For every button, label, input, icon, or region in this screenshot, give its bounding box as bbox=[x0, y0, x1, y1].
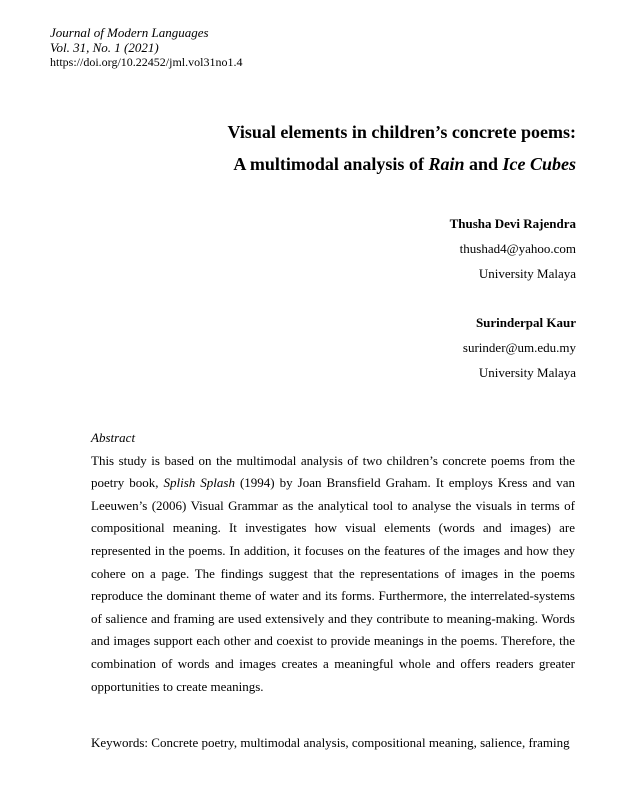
abstract-text-part-2: (1994) by Joan Bransfield Graham. It employs Kress and van Leeuwen’s (2006) Visual Grammar as the analytical tool to analyse the visuals in terms of compositional meaning. It investigates how visual elements (words and images) are represented in the poems. In addition, it focuses on the features of the images and how they cohere on a page. The findings suggest that the representations of images in the poems reproduce the dominant theme of water and its forms. Furthermore, the interrelated-systems of salience and framing are used extensively and they contribute to meaning-making. Words and images support each other and coexist to provide meanings in the poems. Therefore, the combination of words and images creates a meaningful whole and offers readers greater opportunities to create meanings. bbox=[91, 475, 575, 694]
author-block-2 bbox=[463, 310, 576, 385]
keywords-section bbox=[91, 731, 575, 754]
journal-name: Journal of Modern Languages bbox=[50, 25, 209, 40]
author-affiliation: University Malaya bbox=[478, 266, 576, 281]
author-block-1 bbox=[450, 211, 576, 286]
author-affiliation: University Malaya bbox=[478, 365, 576, 380]
keywords-text: Concrete poetry, multimodal analysis, compositional meaning, salience, framing bbox=[148, 735, 570, 750]
journal-volume: Vol. 31, No. 1 (2021) bbox=[50, 40, 159, 55]
title-line-2-mid: and bbox=[464, 154, 503, 174]
author-email: surinder@um.edu.my bbox=[462, 340, 576, 355]
title-line-2 bbox=[228, 148, 576, 180]
abstract-book-title: Splish Splash bbox=[163, 475, 235, 491]
author-email: thushad4@yahoo.com bbox=[459, 241, 576, 256]
keywords-label: Keywords: bbox=[91, 735, 149, 750]
journal-header bbox=[50, 25, 242, 70]
author-name: Thusha Devi Rajendra bbox=[449, 216, 576, 231]
title-line-1: Visual elements in children’s concrete poems: bbox=[227, 122, 576, 142]
author-name: Surinderpal Kaur bbox=[475, 315, 576, 330]
title-work-ice-cubes: Ice Cubes bbox=[502, 154, 576, 174]
abstract-section bbox=[91, 427, 575, 698]
abstract-text-part-1: This study is based on the multimodal analysis of two children’s concrete poems from the poetry book, bbox=[91, 452, 575, 491]
journal-doi: https://doi.org/10.22452/jml.vol31no1.4 bbox=[50, 55, 243, 69]
title-line-2-prefix: A multimodal analysis of bbox=[233, 154, 429, 174]
abstract-heading: Abstract bbox=[91, 430, 136, 445]
paper-title bbox=[228, 116, 576, 180]
title-work-rain: Rain bbox=[428, 154, 465, 174]
abstract-body bbox=[91, 450, 575, 699]
